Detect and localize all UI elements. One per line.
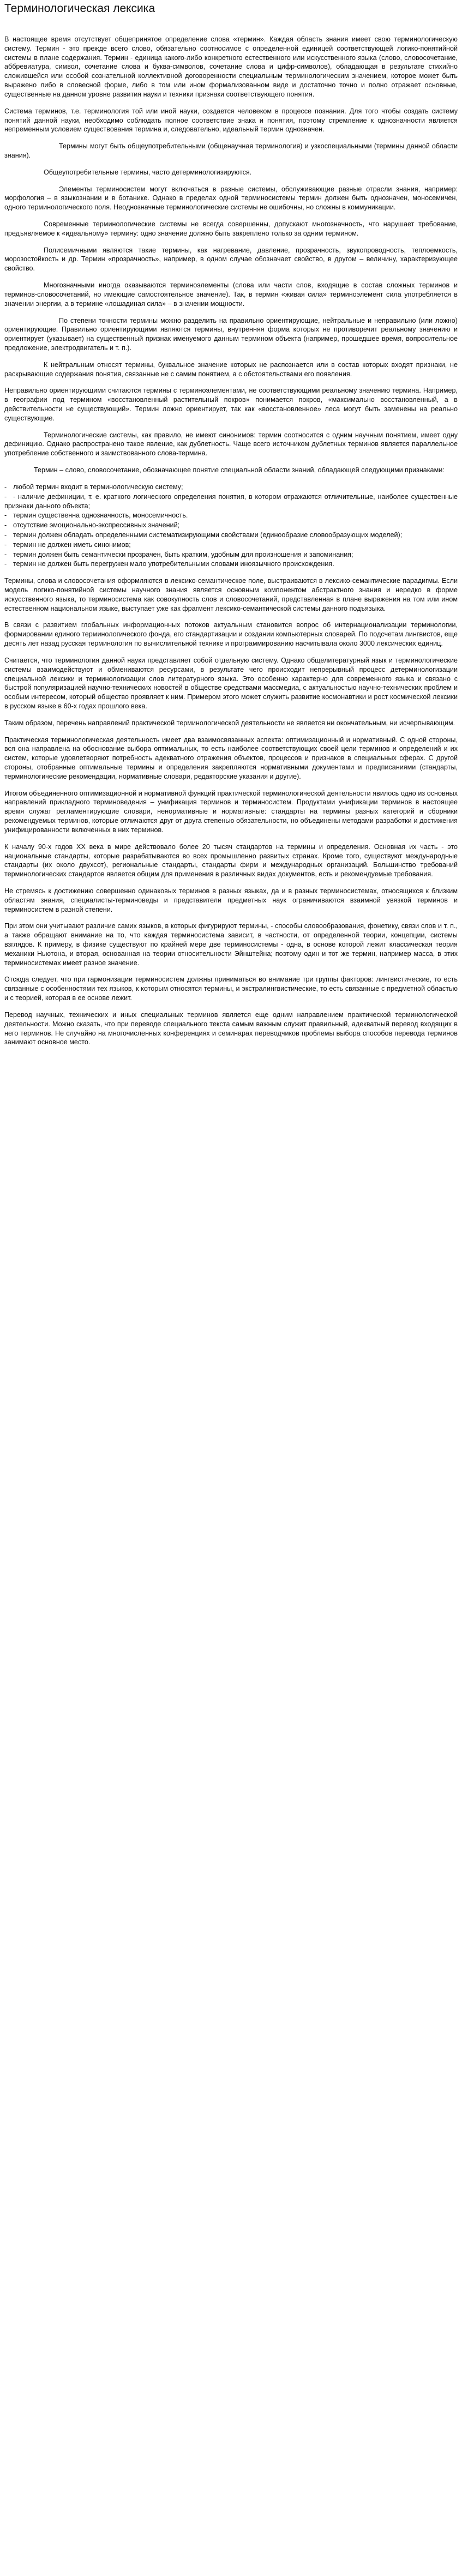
paragraph: Считается, что терминология данной науки представляет собой отдельную систему. Однако общелитературный язык и терминологические системы взаимодействуют и обмениваются ресурсами, в результате чего происходит непрерывный процесс детерминологизации специальной лексики и терминологизации слов литературного языка. Это особенно характерно для современного языка и связано с быстрой популяризацией научно-технических новостей в обществе средствами массмедиа, с актуальностью научно-технических проблем и особым интересом, который общество проявляет к ним. Примером этого может служить развитие космонавтики и рост космической лексики в русском языке в 60-х годах прошлого века. (4, 656, 458, 710)
paragraph: В настоящее время отсутствует общепринятое определение слова «термин». Каждая область знания имеет свою терминологическую систему. Термин - это прежде всего слово, обязательно соотносимое с определенной единицей соответствующей логико-понятийной системы в плане содержания. Термин - единица какого-либо конкретного естественного или искусственного языка (слово, словосочетание, аббревиатура, символ, сочетание слова и буква-символов, сочетание слова и цифр-символов), обладающая в результате стихийно сложившейся или особой сознательной коллективной договоренности специальным терминологическим значением, которое может быть выражено либо в словесной форме, либо в том или ином формализованном виде и достаточно точно и полно отражает основные, существенные на данном уровне развития науки и техники признаки соответствующего понятия. (4, 35, 458, 98)
paragraph: По степени точности термины можно разделить на правильно ориентирующие, нейтральные и неправильно (или ложно) ориентирующие. Правильно ориентирующими являются термины, внутренняя форма которых не противоречит реальному значению и ориентирует (указывает) на существенный признак именуемого данным термином объекта (например, прошедшее время, вопросительное предложение, электродвигатель и т. п.). (4, 316, 458, 352)
list-bullet: - (4, 521, 7, 529)
paragraph: Многозначными иногда оказываются терминоэлементы (слова или части слов, входящие в состав сложных терминов и терминов-словосочетаний, но имеющие самостоятельное значение). Так, в термин «живая сила» терминоэлемент сила употребляется в значении энергии, а в термине «лошадиная сила» – в значении мощности. (4, 281, 458, 308)
list-item (4, 540, 458, 550)
list-item (4, 492, 458, 511)
paragraph: Терминологические системы, как правило, не имеют синонимов: термин соотносится с одним научным понятием, имеет одну дефиницию. Однако распространено такое явление, как дублетность. Чаще всего источником дублетных терминов является параллельное употребление собственного и заимствованного слова-термина. (4, 431, 458, 458)
paragraph: Термины, слова и словосочетания оформляются в лексико-семантическое поле, выстраиваются в лексико-семантические парадигмы. Если модель логико-понятийной системы научного знания является основным компонентом абстрактного знания и нередко в форме искусственного языка, то терминосистема как совокупность слов и словосочетаний, представленная в плане выражения на том или ином естественном национальном языке, выступает уже как фрагмент лексико-семантической системы данного подъязыка. (4, 577, 458, 612)
paragraph: Общеупотребительные термины, часто детерминологизируются. (44, 168, 252, 176)
page-title: Терминологическая лексика (4, 2, 155, 15)
paragraph: Не стремясь к достижению совершенно одинаковых терминов в разных языках, да и в разных терминосистемах, относящихся к близким областям знания, специалисты-терминоведы и представители предметных наук ограничиваются взаимной увязкой терминов и терминосистем в разной степени. (4, 887, 458, 913)
list-item-text: термин не должен иметь синонимов; (13, 540, 131, 549)
list-item (4, 550, 458, 559)
list-item-text: термин должен быть семантически прозрачен, быть кратким, удобным для произношения и запоминания; (13, 550, 353, 558)
list-item (4, 521, 458, 530)
article-page (0, 0, 462, 1066)
list-item (4, 483, 458, 492)
paragraph: Таким образом, перечень направлений практической терминологической деятельности не является ни окончательным, ни исчерпывающим. (4, 719, 455, 727)
list-item-text: - наличие дефиниции, т. е. краткого логического определения понятия, в котором отражаются отличительные, наиболее существенные признаки данного объекта; (4, 492, 458, 510)
list-bullet: - (4, 560, 7, 568)
list-bullet: - (4, 540, 7, 549)
paragraph: Современные терминологические системы не всегда совершенны, допускают многозначность, что нарушает требование, предъявляемое к «идеальному» термину: одно значение должно быть закреплено только за одним термином. (4, 220, 458, 237)
list-item-text: термин должен обладать определенными систематизирующими свойствами (единообразие словообразующих моделей); (13, 531, 403, 539)
paragraph: Система терминов, т.е. терминология той или иной науки, создается человеком в процессе познания. Для того чтобы создать систему понятий данной науки, необходимо соблюдать полное соответствие знака и понятия, поэтому стремление к однозначности является непременным условием существования термина и, следовательно, идеальный термин однозначен. (4, 107, 458, 134)
paragraph: Перевод научных, технических и иных специальных терминов является еще одним направлением практической терминологической деятельности. Можно сказать, что при переводе специального текста самым важным служит правильный, адекватный перевод входящих в него терминов. Не случайно на многочисленных конференциях и семинарах переводчиков проблемы выбора способов перевода терминов занимают основное место. (4, 1010, 458, 1046)
paragraph: Отсюда следует, что при гармонизации терминосистем должны приниматься во внимание три группы факторов: лингвистические, то есть связанные с особенностями тех языков, к которым относятся термины, и экстралингвистические, то есть связанные с предметной областью и с теорией, которая в ее основе лежит. (4, 976, 458, 1002)
list-bullet: - (4, 511, 7, 520)
list-bullet: - (4, 492, 7, 501)
list-bullet: - (4, 550, 7, 558)
article-body (4, 35, 458, 1047)
paragraph: Практическая терминологическая деятельность имеет два взаимосвязанных аспекта: оптимизационный и нормативный. С одной стороны, вся она направлена на обоснование выбора оптимальных, то есть наиболее соответствующих своей цели терминов и определений и их систем, которые удовлетворяют потребность адекватного отражения объектов, процессов и признаков в специальных сферах. С другой стороны, отобранные оптимальные термины и определения закрепляются нормативными документами и предписаниями (стандарты, терминологические рекомендации, нормативные словари, редакторские указания и другие). (4, 736, 458, 780)
paragraph: В связи с развитием глобальных информационных потоков актуальным становится вопрос об интернационализации терминологии, формировании единого терминологического фонда, его стандартизации и создании компьютерных словарей. По подсчетам лингвистов, еще десять лет назад русская терминология по вычислительной технике и программированию насчитывала около 3000 лексических единиц. (4, 621, 458, 648)
paragraph: К нейтральным относят термины, буквальное значение которых не распознается или в состав которых входят признаки, не раскрывающие содержания понятия, связанные не с самим понятием, а с обстоятельствами его появления. (4, 360, 458, 378)
paragraph: К началу 90-х годов XX века в мире действовало более 20 тысяч стандартов на термины и определения. Основная их часть - это национальные стандарты, которые разрабатываются во всех промышленно развитых странах. Кроме того, существуют международные стандарты (их около двухсот), региональные стандарты, стандарты фирм и международных организаций. Большинство требований терминологических стандартов является общим для применения в различных видах документов, есть и рекомендуемые требования. (4, 842, 458, 878)
paragraph: Неправильно ориентирующими считаются термины с терминоэлементами, не соответствующими реальному значению термина. Например, в географии под термином «восстановленный растительный покров» понимается покров, «максимально восстановленный, а в действительности не существующий». Термин ложно ориентирует, так как «восстановленное» леса могут быть заменены на реально существующие. (4, 387, 458, 422)
list-bullet: - (4, 483, 7, 491)
list-item-text: любой термин входит в терминологическую систему; (13, 483, 183, 491)
paragraph: Термины могут быть общеупотребительными (общенаучная терминология) и узкоспециальными (термины данной области знания). (4, 142, 458, 159)
list-item (4, 559, 458, 569)
list-item (4, 511, 458, 520)
list-item-text: термин существенна однозначность, моносемичность. (13, 511, 188, 520)
paragraph: Термин – слово, словосочетание, обозначающее понятие специальной области знаний, обладающей следующими признаками: (34, 466, 445, 474)
paragraph: При этом они учитывают различие самих языков, в которых фигурируют термины, - способы словообразования, фонетику, связи слов и т. п., а также обращают внимание на то, что каждая терминосистема зависит, в частности, от определенной теории, концепции, системы взглядов. К примеру, в физике существуют по крайней мере две терминосистемы - одна, в основе которой лежит классическая теория механики Ньютона, и вторая, основанная на теории относительности Эйнштейна; поэтому один и тот же термин, например масса, в этих терминосистемах имеет разное значение. (4, 922, 458, 967)
paragraph: Элементы терминосистем могут включаться в разные системы, обслуживающие разные отрасли знания, например: морфология – в языкознании и в ботанике. Однако в пределах одной терминосистемы термин должен быть однозначен, моносемичен, одного терминологического поля. Неоднозначные терминологические системы не ошибочны, но сложны в коммуникации. (4, 185, 458, 212)
paragraph: Полисемичными являются такие термины, как нагревание, давление, прозрачность, звукопроводность, теплоемкость, морозостойкость и др. Термин «прозрачность», например, в одном случае обозначает свойство, в другом – величину, характеризующее свойство. (4, 246, 458, 273)
list-item-text: термин не должен быть перегружен мало употребительными словами иноязычного происхождения. (13, 560, 334, 568)
paragraph: Итогом объединенного оптимизационной и нормативной функций практической терминологической деятельности явилось одно из основных направлений прикладного терминоведения – унификация терминов и терминосистем. Продуктами унификации терминов в настоящее время служат регламентирующие словари, ненормативные и нормативные: стандарты на термины разных категорий и сборники рекомендуемых терминов, которые отличаются друг от друга степенью обязательности, но объединены методами разработки и достижения унифицированности включенных в них терминов. (4, 789, 458, 834)
list-item (4, 531, 458, 540)
list-item-text: отсутствие эмоционально-экспрессивных значений; (13, 521, 180, 529)
list-bullet: - (4, 531, 7, 539)
